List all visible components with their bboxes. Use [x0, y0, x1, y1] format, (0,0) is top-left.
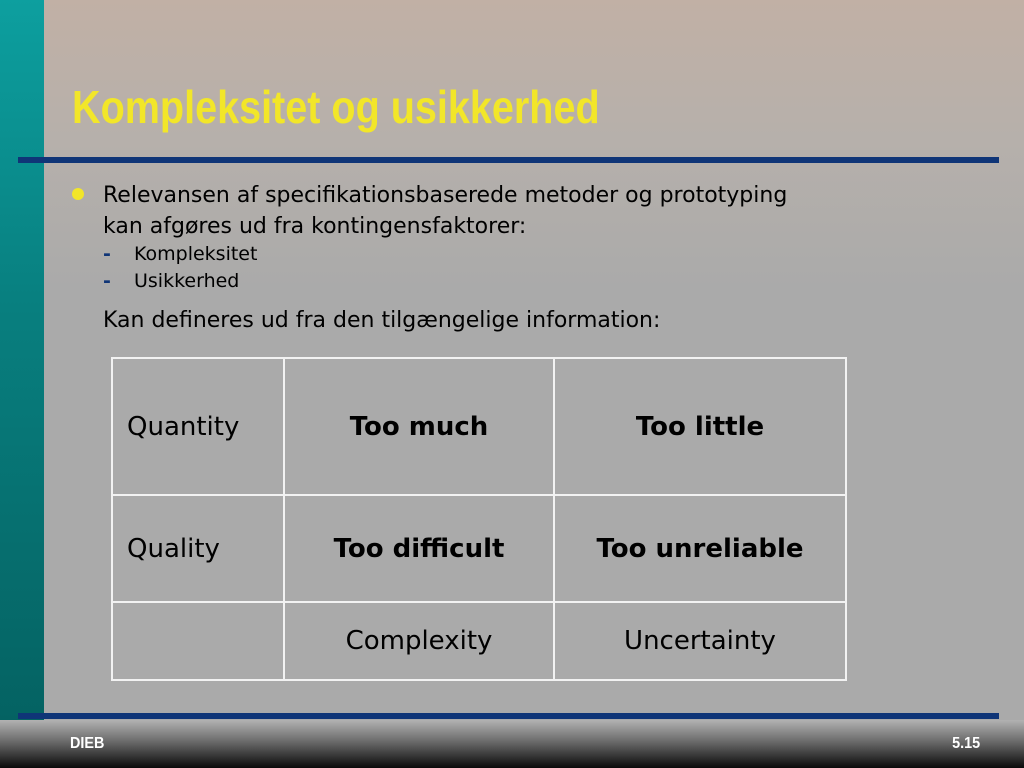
- information-table: [111, 357, 847, 681]
- table-row: [112, 602, 846, 680]
- table-cell: Uncertainty: [554, 602, 846, 680]
- table-row: [112, 495, 846, 602]
- sub-item-label: Usikkerhed: [134, 270, 240, 292]
- table-cell: Quantity: [112, 358, 284, 495]
- slide-title: Kompleksitet og usikkerhed: [72, 81, 600, 133]
- dash-icon: -: [103, 243, 111, 265]
- table-cell: Too much: [284, 358, 554, 495]
- dash-icon: -: [103, 270, 111, 292]
- table-cell: Too little: [554, 358, 846, 495]
- table-cell: Too unreliable: [554, 495, 846, 602]
- sub-item-label: Kompleksitet: [134, 243, 258, 265]
- table-cell: Too difficult: [284, 495, 554, 602]
- table-cell: Complexity: [284, 602, 554, 680]
- footer-divider: [18, 713, 999, 719]
- table-cell: Quality: [112, 495, 284, 602]
- definition-line: Kan defineres ud fra den tilgængelige information:: [103, 308, 661, 333]
- footer-bar: [0, 720, 1024, 768]
- bullet-dot-icon: [72, 188, 84, 200]
- left-accent-bar: [0, 0, 44, 768]
- footer-label: DIEB: [70, 735, 105, 752]
- table-row: [112, 358, 846, 495]
- title-divider: [18, 157, 999, 163]
- sub-item-usikkerhed: [103, 269, 239, 293]
- bullet-text: Relevansen af specifikationsbaserede metoder og prototyping kan afgøres ud fra kontingensfaktorer:: [103, 183, 788, 239]
- table-cell: [112, 602, 284, 680]
- sub-item-kompleksitet: [103, 242, 257, 266]
- slide-number: 5.15: [951, 735, 980, 752]
